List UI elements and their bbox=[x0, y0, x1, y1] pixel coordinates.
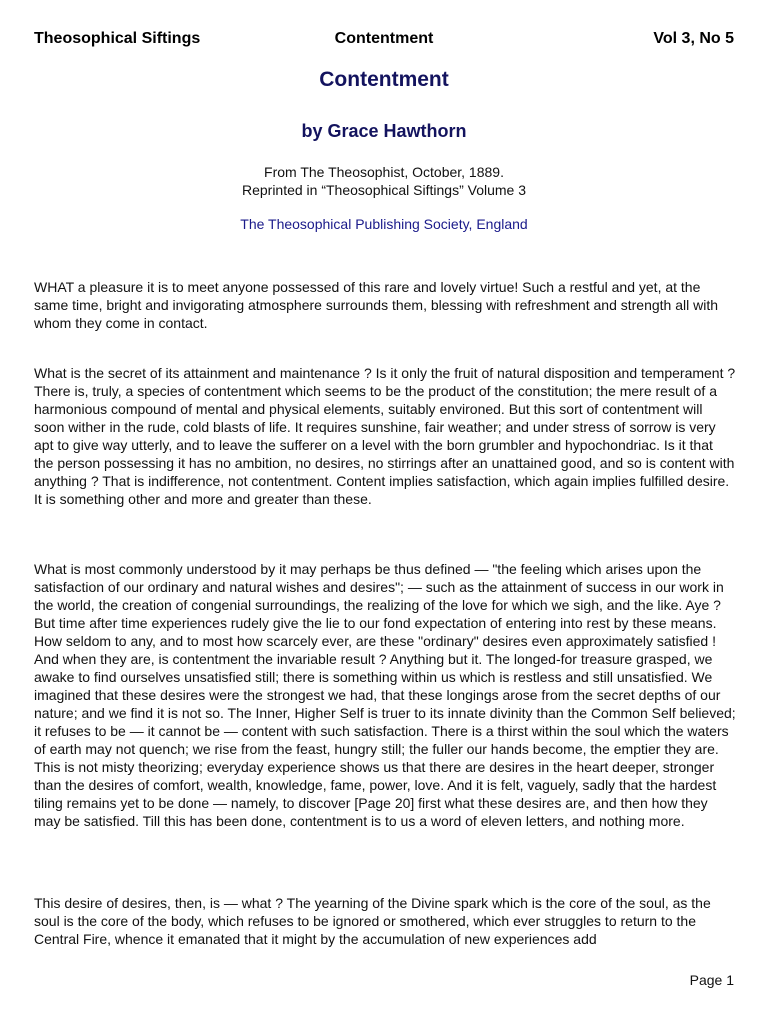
article-title: Contentment bbox=[319, 68, 449, 91]
page-number: Page 1 bbox=[689, 972, 734, 988]
header-article-title: Contentment bbox=[334, 30, 434, 47]
source-citation bbox=[0, 163, 768, 199]
source-line-original: From The Theosophist, October, 1889. bbox=[264, 164, 504, 180]
source-line-reprint: Reprinted in “Theosophical Siftings” Volume 3 bbox=[241, 182, 527, 198]
header-publication-name: Theosophical Siftings bbox=[34, 30, 201, 47]
article-author: by Grace Hawthorn bbox=[301, 121, 467, 141]
publisher-line: The Theosophical Publishing Society, England bbox=[240, 216, 528, 232]
header-volume-number: Vol 3, No 5 bbox=[653, 30, 734, 47]
body-paragraph-4: This desire of desires, then, is — what ? The yearning of the Divine spark which is the core of the soul, as the soul is the core of the body, which refuses to be ignored or smothered, which ever struggles to return to the Central Fire, whence it emanated that it might by the accumulation of new experiences add bbox=[34, 895, 711, 947]
body-paragraph-2: What is the secret of its attainment and maintenance ? Is it only the fruit of natural disposition and temperament ? There is, truly, a species of contentment which seems to be the product of the constitution; the mere result of a harmonious compound of mental and physical elements, suitably environed. But this sort of contentment will soon wither in the rude, cold blasts of life. It requires sunshine, fair weather; and under stress of sorrow is very apt to give way utterly, and to leave the sufferer on a level with the born grumbler and hypochondriac. Is it that the person possessing it has no ambition, no desires, no stirrings after an unattained good, and so is content with anything ? That is indifference, not contentment. Content implies satisfaction, which again implies fulfilled desire. It is something other and more and greater than these. bbox=[34, 365, 736, 507]
body-paragraph-1: WHAT a pleasure it is to meet anyone possessed of this rare and lovely virtue! Such a restful and yet, at the same time, bright and invigorating atmosphere surrounds them, blessing with refreshment and strength all with whom they come in contact. bbox=[34, 279, 719, 331]
body-paragraph-3: What is most commonly understood by it may perhaps be thus defined — "the feeling which arises upon the satisfaction of our ordinary and natural wishes and desires"; — such as the attainment of success in our work in the world, the creation of congenial surroundings, the realizing of the love for which we sigh, and the like. Aye ? But time after time experiences rudely give the lie to our fond expectation of entering into rest by these means. How seldom to any, and to most how scarcely ever, are these "ordinary" desires even approximately satisfied ! And when they are, is contentment the invariable result ? Anything but it. The longed-for treasure grasped, we awake to find ourselves unsatisfied still; there is something within us which is restless and still unsatisfied. We imagined that these desires were the strongest we had, that these longings arose from the secret depths of our nature; and we find it is not so. The Inner, Higher Self is truer to its innate divinity than the Common Self believed; it refuses to be — it cannot be — content with such satisfaction. There is a thirst within the soul which the waters of earth may not quench; we rise from the feast, hungry still; the fuller our hands become, the emptier they are. This is not misty theorizing; everyday experience shows us that there are desires in the heart deeper, stronger than the desires of comfort, wealth, knowledge, fame, power, love. And it is felt, vaguely, sadly that the hardest tiling remains yet to be done — namely, to discover [Page 20] first what these desires are, and then how they may be satisfied. Till this has been done, contentment is to us a word of eleven letters, and nothing more. bbox=[34, 561, 736, 829]
running-header bbox=[34, 30, 734, 52]
